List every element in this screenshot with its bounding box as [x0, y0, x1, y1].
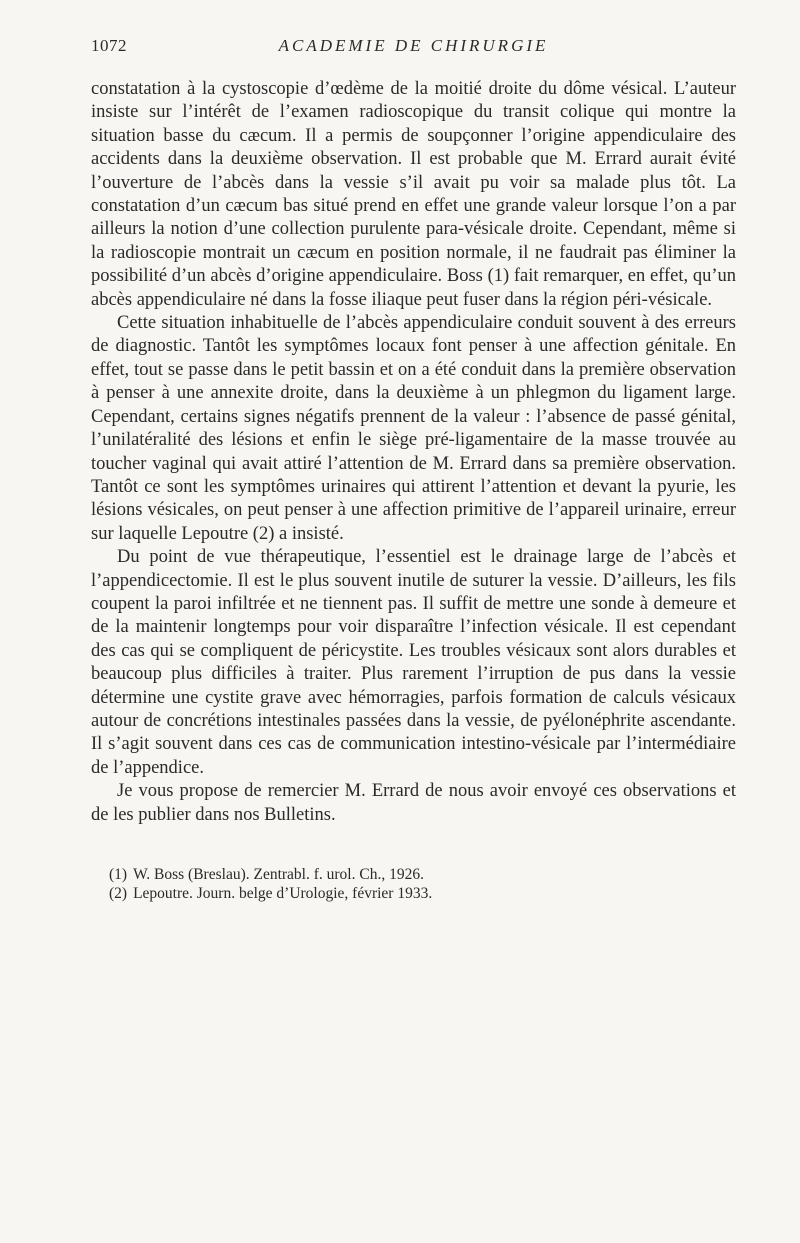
- footnote-number: (2): [109, 885, 128, 902]
- page-number: 1072: [91, 36, 127, 55]
- paragraph-1: constatation à la cystoscopie d’œdème de la moitié droite du dôme vésical. L’auteur insiste sur l’intérêt de l’examen radioscopique du transit colique qui montre la situation basse du cæcum. Il a permis de soupçonner l’origine appendiculaire des accidents dans la deuxième observation. Il est probable que M. Errard aurait évité l’ouverture de l’abcès dans la vessie s’il avait pu voir sa malade plus tôt. La constatation d’un cæcum bas situé prend en effet une grande valeur lorsque l’on a par ailleurs la notion d’une collection purulente para-vésicale droite. Cependant, même si la radioscopie montrait un cæcum en position normale, il ne faudrait pas éliminer la possibilité d’un abcès d’origine appendiculaire. Boss (1) fait remarquer, en effet, qu’un abcès appendiculaire né dans la fosse iliaque peut fuser dans la région péri-vésicale.: [91, 79, 736, 310]
- footnote-2: [109, 884, 736, 903]
- body-text: [91, 78, 736, 827]
- footnotes: [91, 865, 736, 903]
- paragraph-4: Je vous propose de remercier M. Errard de nous avoir envoyé ces observations et de les publier dans nos Bulletins.: [91, 781, 736, 825]
- paragraph-2: Cette situation inhabituelle de l’abcès appendiculaire conduit souvent à des erreurs de diagnostic. Tantôt les symptômes locaux font penser à une affection génitale. En effet, tout se passe dans le petit bassin et on a été conduit dans la première observation à penser à une annexite droite, dans la deuxième à un phlegmon du ligament large. Cependant, certains signes négatifs prennent de la valeur : l’absence de passé génital, l’unilatéralité des lésions et enfin le siège pré-ligamentaire de la masse trouvée au toucher vaginal qui avait attiré l’attention de M. Errard dans sa première observation. Tantôt ce sont les symptômes urinaires qui attirent l’attention et devant la pyurie, les lésions vésicales, on peut penser à une affection primitive de l’appareil urinaire, erreur sur laquelle Lepoutre (2) a insisté.: [91, 313, 736, 544]
- page-header: [91, 36, 736, 66]
- footnote-text: Lepoutre. Journ. belge d’Urologie, février 1933.: [133, 885, 433, 902]
- running-head: ACADEMIE DE CHIRURGIE: [278, 36, 549, 55]
- footnote-text: W. Boss (Breslau). Zentrabl. f. urol. Ch., 1926.: [133, 866, 424, 883]
- footnote-1: [109, 865, 736, 884]
- paragraph-3: Du point de vue thérapeutique, l’essentiel est le drainage large de l’abcès et l’appendicectomie. Il est le plus souvent inutile de suturer la vessie. D’ailleurs, les fils coupent la paroi infiltrée et ne tiennent pas. Il suffit de mettre une sonde à demeure et de la maintenir longtemps pour voir disparaître l’infection vésicale. Il est cependant des cas qui se compliquent de péricystite. Les troubles vésicaux sont alors durables et beaucoup plus difficiles à traiter. Plus rarement l’irruption de pus dans la vessie détermine une cystite grave avec hémorragies, parfois formation de calculs vésicaux autour de concrétions intestinales passées dans la vessie, de pyélonéphrite ascendante. Il s’agit souvent dans ces cas de communication intestino-vésicale par l’intermédiaire de l’appendice.: [91, 547, 736, 778]
- footnote-number: (1): [109, 866, 128, 883]
